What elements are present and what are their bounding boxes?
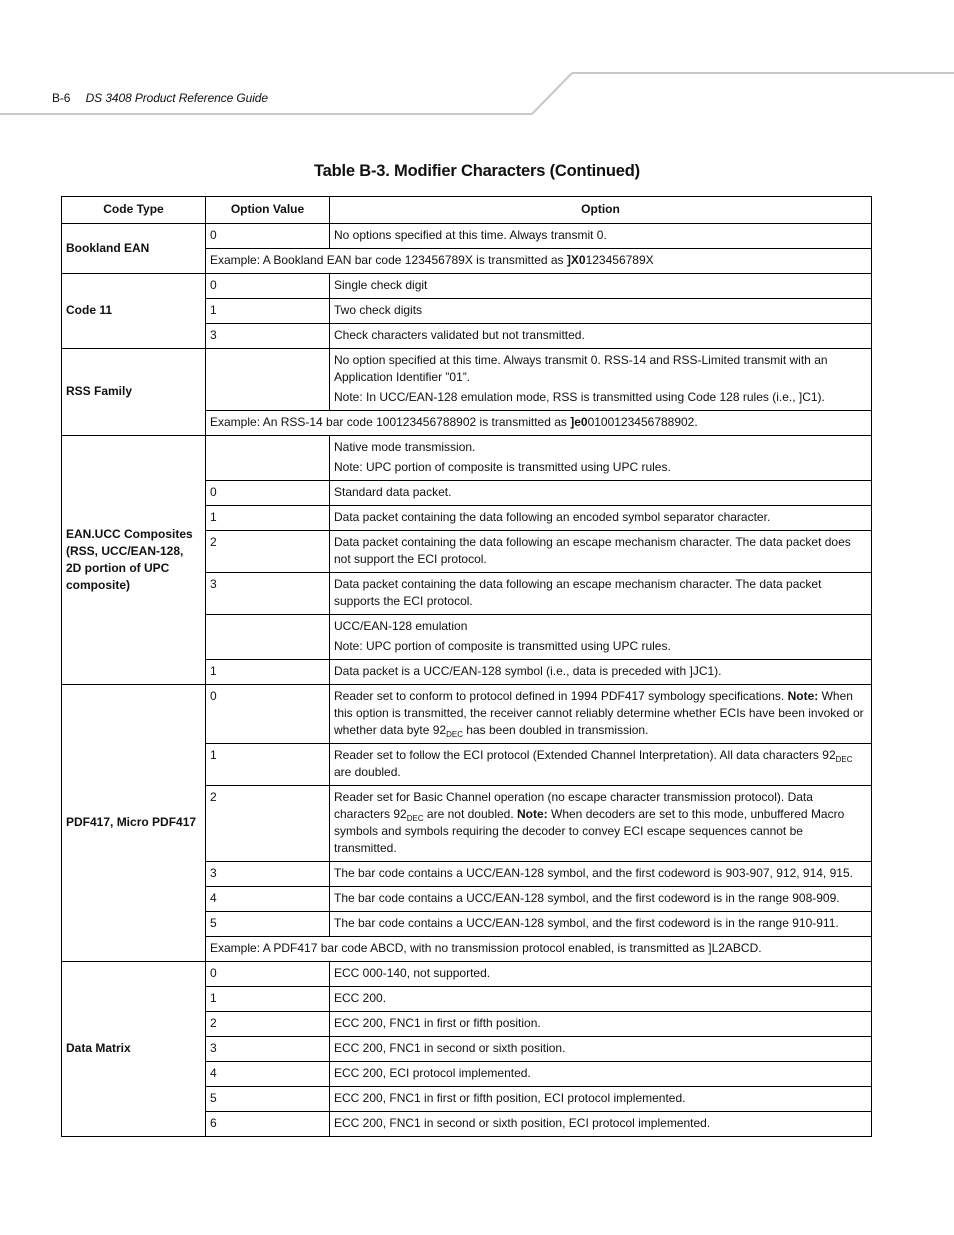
option-value-cell bbox=[206, 615, 330, 660]
option-cell: The bar code contains a UCC/EAN-128 symbol, and the first codeword is 903-907, 912, 914, 915. bbox=[330, 862, 872, 887]
code-type-cell: PDF417, Micro PDF417 bbox=[62, 685, 206, 962]
option-value-cell: 2 bbox=[206, 786, 330, 862]
option-value-cell: 6 bbox=[206, 1112, 330, 1137]
header-code-type: Code Type bbox=[62, 197, 206, 224]
option-cell: UCC/EAN-128 emulation Note: UPC portion of composite is transmitted using UPC rules. bbox=[330, 615, 872, 660]
table-row bbox=[62, 962, 872, 987]
option-cell: Reader set to follow the ECI protocol (Extended Channel Interpretation). All data characters $92_{DEC}$ are doubled. bbox=[330, 744, 872, 786]
modifier-characters-table bbox=[61, 196, 872, 1137]
option-value-cell: 1 bbox=[206, 299, 330, 324]
option-value-cell: 2 bbox=[206, 1012, 330, 1037]
option-cell: Single check digit bbox=[330, 274, 872, 299]
code-type-cell: Bookland EAN bbox=[62, 224, 206, 274]
option-cell: Check characters validated but not transmitted. bbox=[330, 324, 872, 349]
option-cell: Standard data packet. bbox=[330, 481, 872, 506]
option-value-cell: 3 bbox=[206, 573, 330, 615]
option-cell: ECC 000-140, not supported. bbox=[330, 962, 872, 987]
code-type-cell: EAN.UCC Composites (RSS, UCC/EAN-128, 2D portion of UPC composite) bbox=[62, 436, 206, 685]
page-header bbox=[52, 91, 268, 105]
option-cell: Reader set for Basic Channel operation (no escape character transmission protocol). Data characters $92_{DEC}$ are not doubled. Note: When decoders are set to this mode, unbuffered Macro symbols and symbols requiring the decoder to convey ECI escape sequences cannot be transmitted. bbox=[330, 786, 872, 862]
option-cell: ECC 200, FNC1 in first or fifth position. bbox=[330, 1012, 872, 1037]
table-row bbox=[62, 685, 872, 744]
option-value-cell: 3 bbox=[206, 862, 330, 887]
option-value-cell: 0 bbox=[206, 962, 330, 987]
option-cell: Data packet is a UCC/EAN-128 symbol (i.e., data is preceded with ]JC1). bbox=[330, 660, 872, 685]
option-cell: Data packet containing the data following an escape mechanism character. The data packet supports the ECI protocol. bbox=[330, 573, 872, 615]
option-cell: ECC 200, FNC1 in second or sixth position, ECI protocol implemented. bbox=[330, 1112, 872, 1137]
option-value-cell: 2 bbox=[206, 531, 330, 573]
option-cell: No option specified at this time. Always transmit 0. RSS-14 and RSS-Limited transmit with an Application Identifier ”01”. Note: In UCC/EAN-128 emulation mode, RSS is transmitted using Code 128 rules (i.e., ]C1). bbox=[330, 349, 872, 411]
option-cell: ECC 200, FNC1 in second or sixth position. bbox=[330, 1037, 872, 1062]
option-cell: Data packet containing the data following an escape mechanism character. The data packet does not support the ECI protocol. bbox=[330, 531, 872, 573]
option-cell: ECC 200. bbox=[330, 987, 872, 1012]
header-option: Option bbox=[330, 197, 872, 224]
table-row bbox=[62, 224, 872, 249]
option-cell: The bar code contains a UCC/EAN-128 symbol, and the first codeword is in the range 910-911. bbox=[330, 912, 872, 937]
table-header-row bbox=[62, 197, 872, 224]
example-cell: Example: A Bookland EAN bar code 123456789X is transmitted as ]X0123456789X bbox=[206, 249, 872, 274]
guide-title: DS 3408 Product Reference Guide bbox=[85, 91, 268, 105]
example-cell: Example: A PDF417 bar code ABCD, with no transmission protocol enabled, is transmitted as ]L2ABCD. bbox=[206, 937, 872, 962]
code-type-cell: Data Matrix bbox=[62, 962, 206, 1137]
code-type-cell: RSS Family bbox=[62, 349, 206, 436]
option-value-cell: 4 bbox=[206, 887, 330, 912]
example-cell: Example: An RSS-14 bar code 100123456788902 is transmitted as ]e00100123456788902. bbox=[206, 411, 872, 436]
option-value-cell: 5 bbox=[206, 1087, 330, 1112]
option-value-cell: 1 bbox=[206, 506, 330, 531]
page-number: B-6 bbox=[52, 91, 71, 105]
table-row bbox=[62, 274, 872, 299]
option-cell: Reader set to conform to protocol defined in 1994 PDF417 symbology specifications. Note: When this option is transmitted, the receiver cannot reliably determine whether ECIs have been invoked or whether data byte $92_{DEC}$ has been doubled in transmission. bbox=[330, 685, 872, 744]
option-value-cell bbox=[206, 349, 330, 411]
option-value-cell bbox=[206, 436, 330, 481]
option-value-cell: 5 bbox=[206, 912, 330, 937]
option-cell: ECC 200, ECI protocol implemented. bbox=[330, 1062, 872, 1087]
option-cell: Native mode transmission. Note: UPC portion of composite is transmitted using UPC rules. bbox=[330, 436, 872, 481]
table-row bbox=[62, 349, 872, 411]
header-option-value: Option Value bbox=[206, 197, 330, 224]
option-cell: ECC 200, FNC1 in first or fifth position, ECI protocol implemented. bbox=[330, 1087, 872, 1112]
option-value-cell: 1 bbox=[206, 744, 330, 786]
option-value-cell: 0 bbox=[206, 481, 330, 506]
option-value-cell: 1 bbox=[206, 660, 330, 685]
option-value-cell: 1 bbox=[206, 987, 330, 1012]
table-row bbox=[62, 436, 872, 481]
option-value-cell: 0 bbox=[206, 224, 330, 249]
option-value-cell: 0 bbox=[206, 274, 330, 299]
option-cell: Data packet containing the data following an encoded symbol separator character. bbox=[330, 506, 872, 531]
table-caption: Table B-3. Modifier Characters (Continued) bbox=[314, 162, 640, 180]
option-value-cell: 4 bbox=[206, 1062, 330, 1087]
option-cell: No options specified at this time. Always transmit 0. bbox=[330, 224, 872, 249]
option-value-cell: 3 bbox=[206, 1037, 330, 1062]
option-value-cell: 3 bbox=[206, 324, 330, 349]
option-cell: Two check digits bbox=[330, 299, 872, 324]
code-type-cell: Code 11 bbox=[62, 274, 206, 349]
option-cell: The bar code contains a UCC/EAN-128 symbol, and the first codeword is in the range 908-909. bbox=[330, 887, 872, 912]
option-value-cell: 0 bbox=[206, 685, 330, 744]
